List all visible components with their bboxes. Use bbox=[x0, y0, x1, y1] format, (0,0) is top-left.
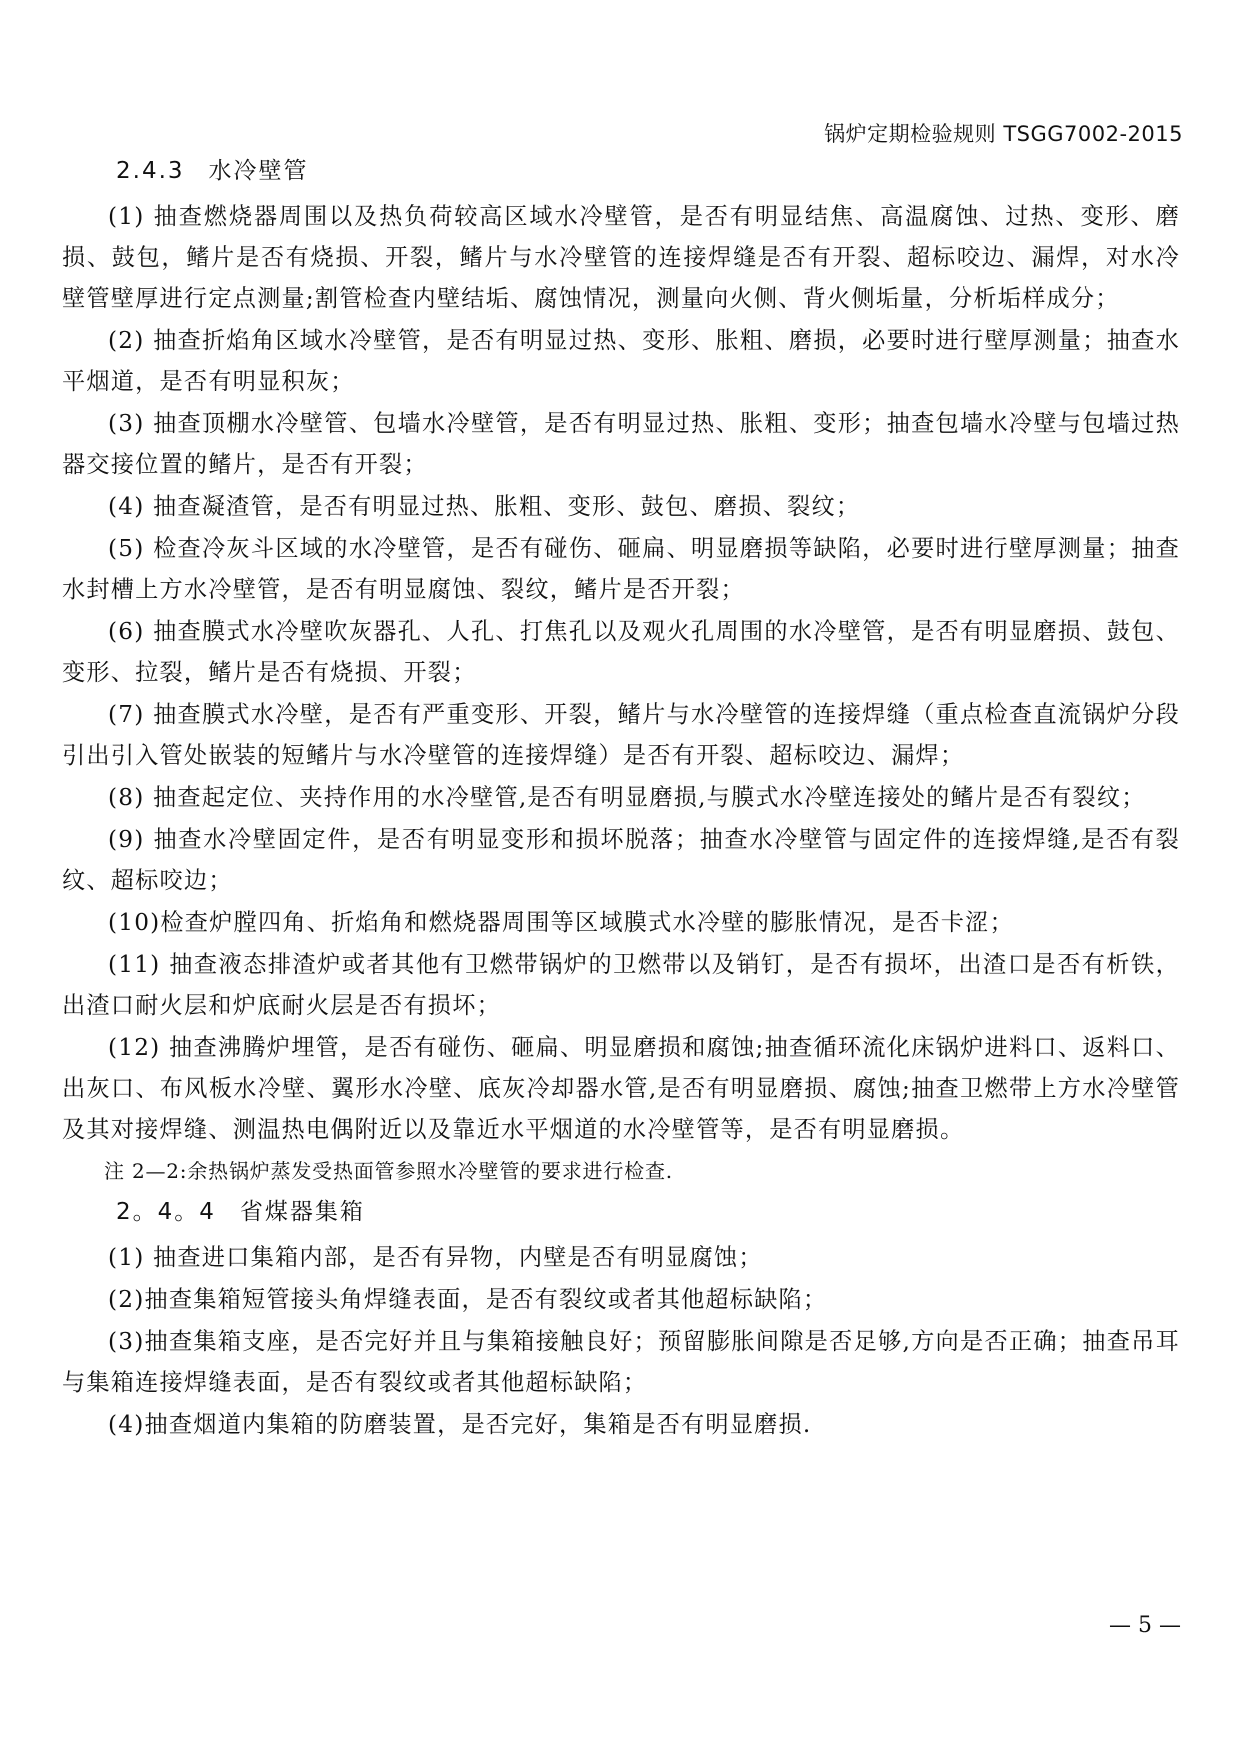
section-title: 水冷壁管 bbox=[208, 158, 309, 184]
note-2-2: 注 2—2:余热锅炉蒸发受热面管参照水冷壁管的要求进行检查. bbox=[104, 1159, 673, 1183]
paragraph-2-4-3-item-9: (9) 抽查水冷壁固定件，是否有明显变形和损坏脱落；抽查水冷壁管与固定件的连接焊缝,是否有裂纹、超标咬边； bbox=[62, 826, 1180, 894]
paragraph-2-4-3-item-12: (12) 抽查沸腾炉埋管，是否有碰伤、砸扁、明显磨损和腐蚀;抽查循环流化床锅炉进料口、返料口、出灰口、布风板水冷壁、翼形水冷壁、底灰冷却器水管,是否有明显磨损、腐蚀;抽查卫燃带上方水冷壁管及其对接焊缝、测温热电偶附近以及靠近水平烟道的水冷壁管等，是否有明显磨损。 bbox=[62, 1034, 1180, 1143]
section-number: 2.4.3 bbox=[116, 158, 185, 184]
paragraph-2-4-4-item-1: (1) 抽查进口集箱内部，是否有异物，内壁是否有明显腐蚀； bbox=[108, 1244, 763, 1271]
paragraph-2-4-3-item-6: (6) 抽查膜式水冷壁吹灰器孔、人孔、打焦孔以及观火孔周围的水冷壁管，是否有明显磨损、鼓包、变形、拉裂，鳍片是否有烧损、开裂； bbox=[62, 618, 1180, 686]
paragraph-2-4-3-item-10: (10)检查炉膛四角、折焰角和燃烧器周围等区域膜式水冷壁的膨胀情况，是否卡涩； bbox=[108, 909, 1014, 936]
paragraph-2-4-3-item-5: (5) 检查冷灰斗区域的水冷壁管，是否有碰伤、砸扁、明显磨损等缺陷，必要时进行壁厚测量；抽查水封槽上方水冷壁管，是否有明显腐蚀、裂纹，鳍片是否开裂； bbox=[62, 535, 1180, 603]
paragraph-2-4-4-item-4: (4)抽查烟道内集箱的防磨装置，是否完好，集箱是否有明显磨损. bbox=[108, 1411, 812, 1438]
page-number: — 5 — bbox=[1109, 1613, 1181, 1638]
paragraph-2-4-3-item-8: (8) 抽查起定位、夹持作用的水冷壁管,是否有明显磨损,与膜式水冷壁连接处的鳍片是否有裂纹； bbox=[108, 784, 1146, 811]
document-header: 锅炉定期检验规则 TSGG7002-2015 bbox=[824, 122, 1183, 146]
section-number: 2。4。4 bbox=[116, 1199, 216, 1225]
paragraph-2-4-4-item-3: (3)抽查集箱支座，是否完好并且与集箱接触良好；预留膨胀间隙是否足够,方向是否正确；抽查吊耳与集箱连接焊缝表面，是否有裂纹或者其他超标缺陷； bbox=[62, 1328, 1180, 1396]
section-heading-2-4-4 bbox=[62, 1191, 1180, 1233]
document-body bbox=[62, 150, 1180, 1446]
paragraph-2-4-3-item-7: (7) 抽查膜式水冷壁，是否有严重变形、开裂，鳍片与水冷壁管的连接焊缝（重点检查直流锅炉分段引出引入管处嵌装的短鳍片与水冷壁管的连接焊缝）是否有开裂、超标咬边、漏焊； bbox=[62, 701, 1180, 769]
paragraph-2-4-4-item-2: (2)抽查集箱短管接头角焊缝表面，是否有裂纹或者其他超标缺陷； bbox=[108, 1286, 828, 1313]
paragraph-2-4-3-item-2: (2) 抽查折焰角区域水冷壁管，是否有明显过热、变形、胀粗、磨损，必要时进行壁厚测量；抽查水平烟道，是否有明显积灰； bbox=[62, 327, 1180, 395]
section-title: 省煤器集箱 bbox=[239, 1199, 365, 1225]
paragraph-2-4-3-item-3: (3) 抽查顶棚水冷壁管、包墙水冷壁管，是否有明显过热、胀粗、变形；抽查包墙水冷壁与包墙过热器交接位置的鳍片，是否有开裂； bbox=[62, 410, 1180, 478]
paragraph-2-4-3-item-11: (11) 抽查液态排渣炉或者其他有卫燃带锅炉的卫燃带以及销钉，是否有损坏，出渣口是否有析铁，出渣口耐火层和炉底耐火层是否有损坏； bbox=[62, 951, 1180, 1019]
section-heading-2-4-3 bbox=[62, 150, 1180, 192]
paragraph-2-4-3-item-1: (1) 抽查燃烧器周围以及热负荷较高区域水冷壁管，是否有明显结焦、高温腐蚀、过热、变形、磨损、鼓包，鳍片是否有烧损、开裂，鳍片与水冷壁管的连接焊缝是否有开裂、超标咬边、漏焊，对水冷壁管壁厚进行定点测量;割管检查内壁结垢、腐蚀情况，测量向火侧、背火侧垢量，分析垢样成分； bbox=[62, 203, 1180, 312]
paragraph-2-4-3-item-4: (4) 抽查凝渣管，是否有明显过热、胀粗、变形、鼓包、磨损、裂纹； bbox=[108, 493, 861, 520]
